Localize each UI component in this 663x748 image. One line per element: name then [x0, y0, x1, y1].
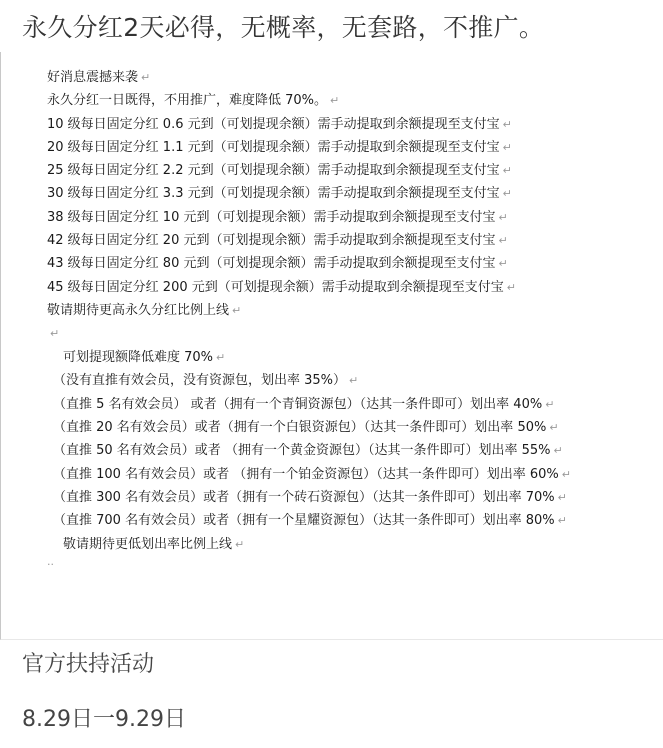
dividend-text: 45 级每日固定分红 200 元到（可划提现余额）需手动提取到余额提现至支付宝 — [47, 280, 504, 295]
dividend-line — [47, 279, 516, 297]
activity-title: 官方扶持活动 — [22, 652, 155, 677]
closing-line-1 — [47, 302, 241, 320]
dividend-line — [47, 255, 508, 273]
return-mark-icon: ↵ — [498, 257, 508, 270]
rate-line — [53, 372, 358, 390]
rate-text: （没有直推有效会员，没有资源包，划出率 35%） — [53, 373, 347, 388]
return-mark-icon: ↵ — [549, 421, 559, 434]
doc-intro: 永久分红一日既得，不用推广，难度降低 70%。 — [47, 93, 328, 108]
return-mark-icon: ↵ — [50, 327, 60, 340]
dividend-line — [47, 185, 512, 203]
document-screenshot — [0, 52, 663, 640]
dividend-text: 43 级每日固定分红 80 元到（可划提现余额）需手动提取到余额提现至支付宝 — [47, 256, 496, 271]
dividend-text: 20 级每日固定分红 1.1 元到（可划提现余额）需手动提取到余额提现至支付宝 — [47, 140, 500, 155]
rate-text: （直推 100 名有效会员）或者 （拥有一个铂金资源包）（达其一条件即可）划出率 60% — [53, 467, 559, 482]
headline: 永久分红2天必得，无概率，无套路，不推广。 — [22, 13, 545, 42]
activity-date-range: 8.29日一9.29日 — [22, 707, 186, 732]
dividend-line — [47, 162, 512, 180]
doc-intro-line — [47, 92, 339, 110]
return-mark-icon: ↵ — [349, 374, 359, 387]
rate-text: （直推 50 名有效会员）或者 （拥有一个黄金资源包）（达其一条件即可）划出率 55% — [53, 443, 551, 458]
return-mark-icon: ↵ — [235, 538, 245, 551]
dividend-line — [47, 232, 508, 250]
return-mark-icon: ↵ — [557, 514, 567, 527]
dividend-text: 42 级每日固定分红 20 元到（可划提现余额）需手动提取到余额提现至支付宝 — [47, 233, 496, 248]
dividend-text: 10 级每日固定分红 0.6 元到（可划提现余额）需手动提取到余额提现至支付宝 — [47, 117, 500, 132]
dividend-line — [47, 139, 512, 157]
doc-title: 好消息震撼来袭 — [47, 70, 139, 85]
rate-text: （直推 5 名有效会员） 或者（拥有一个青铜资源包）（达其一条件即可）划出率 40% — [53, 397, 543, 412]
closing-text: 敬请期待更高永久分红比例上线 — [47, 303, 230, 318]
dividend-text: 30 级每日固定分红 3.3 元到（可划提现余额）需手动提取到余额提现至支付宝 — [47, 186, 500, 201]
return-mark-icon: ↵ — [502, 141, 512, 154]
return-mark-icon: ↵ — [545, 398, 555, 411]
closing-text: 敬请期待更低划出率比例上线 — [63, 537, 233, 552]
return-mark-icon: ↵ — [502, 118, 512, 131]
blank-line — [47, 325, 59, 343]
return-mark-icon: ↵ — [557, 491, 567, 504]
withdraw-title: 可划提现额降低难度 70% — [63, 350, 214, 365]
rate-line — [53, 442, 563, 460]
return-mark-icon: ↵ — [498, 211, 508, 224]
rate-line — [53, 396, 554, 414]
return-mark-icon: ↵ — [506, 281, 516, 294]
trailing-mark — [47, 556, 54, 574]
dividend-text: 25 级每日固定分红 2.2 元到（可划提现余额）需手动提取到余额提现至支付宝 — [47, 163, 500, 178]
ellipsis-mark-icon: ·· — [47, 558, 54, 571]
rate-text: （直推 20 名有效会员）或者（拥有一个白银资源包）（达其一条件即可）划出率 50% — [53, 420, 547, 435]
return-mark-icon: ↵ — [498, 234, 508, 247]
rate-text: （直推 300 名有效会员）或者（拥有一个砖石资源包）（达其一条件即可）划出率 70% — [53, 490, 555, 505]
closing-line-2 — [63, 536, 244, 554]
return-mark-icon: ↵ — [561, 468, 571, 481]
rate-line — [53, 466, 571, 484]
doc-title-line — [47, 69, 150, 87]
dividend-text: 38 级每日固定分红 10 元到（可划提现余额）需手动提取到余额提现至支付宝 — [47, 210, 496, 225]
rate-line — [53, 419, 559, 437]
return-mark-icon: ↵ — [216, 351, 226, 364]
dividend-line — [47, 116, 512, 134]
rate-line — [53, 512, 567, 530]
return-mark-icon: ↵ — [330, 94, 340, 107]
dividend-line — [47, 209, 508, 227]
return-mark-icon: ↵ — [141, 71, 151, 84]
return-mark-icon: ↵ — [232, 304, 242, 317]
rate-line — [53, 489, 567, 507]
withdraw-title-line — [63, 349, 225, 367]
return-mark-icon: ↵ — [502, 164, 512, 177]
return-mark-icon: ↵ — [502, 187, 512, 200]
rate-text: （直推 700 名有效会员）或者（拥有一个星耀资源包）（达其一条件即可）划出率 80% — [53, 513, 555, 528]
return-mark-icon: ↵ — [553, 444, 563, 457]
